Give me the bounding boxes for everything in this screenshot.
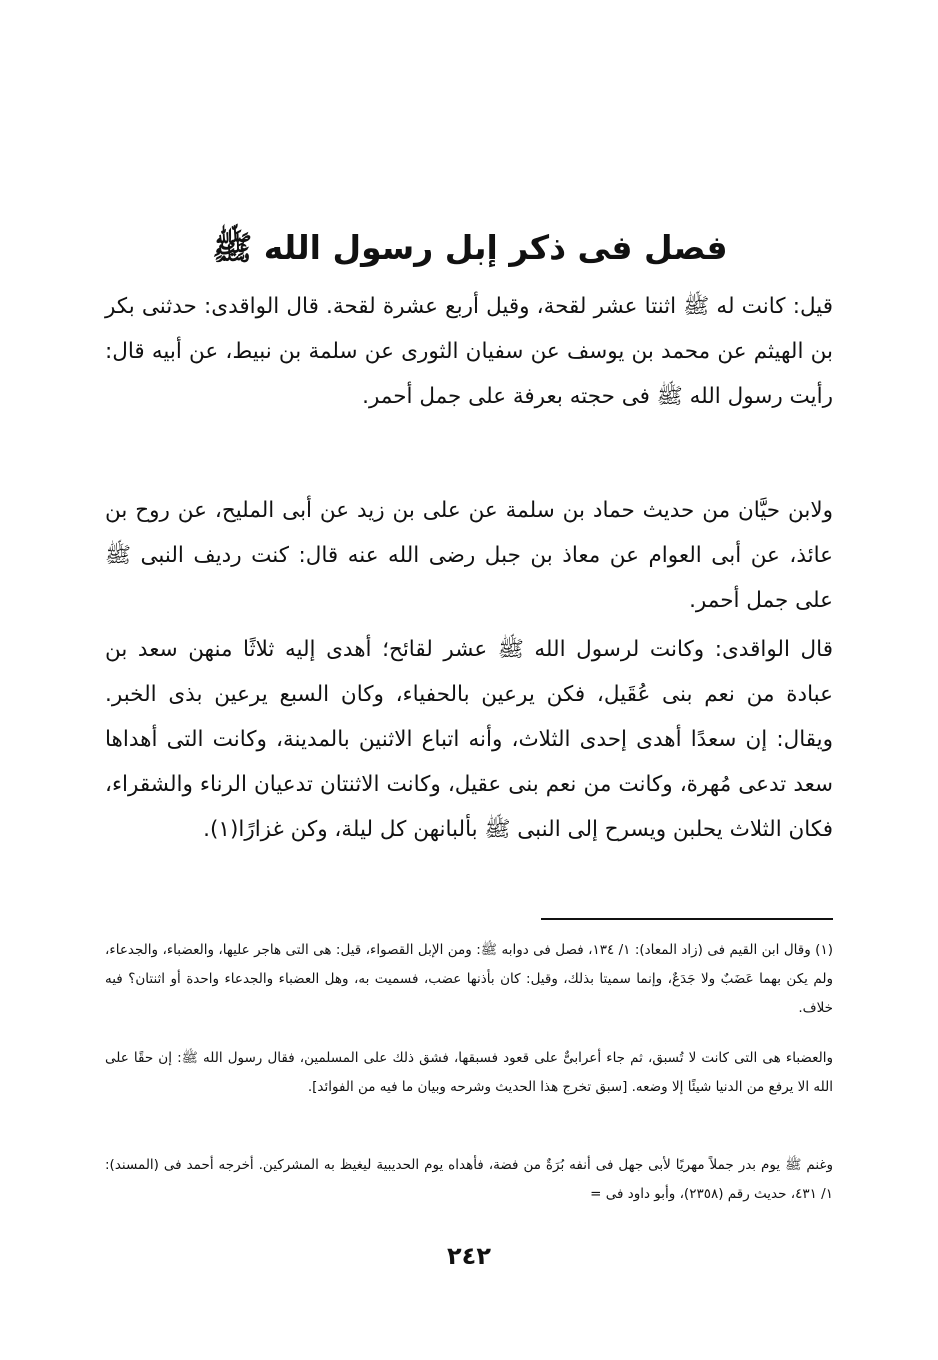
footnote: والعضباء هى التى كانت لا تُسبق، ثم جاء أعرابىٌّ على قعود فسبقها، فشق ذلك على المسلمين، فقال رسول الله ﷺ: إن حقًا على الله الا يرفع من الدنيا شيئًا إلا وضعه. [سبق تخرج هذا الحديث وشرحه وبيان ما فيه من الفوائد].	[105, 1050, 833, 1095]
footnote: (١) وقال ابن القيم فى (زاد المعاد): ١/ ١٣٤، فصل فى دوابه ﷺ: ومن الإبل القصواء، قيل: هى التى هاجر عليها، والعضباء، والجدعاء، ولم يكن بهما عَضَبٌ ولا جَدَعٌ، وإنما سميتا بذلك، وقيل: كان بأذنها عضب، فسميت به، وهل العضباء والجدعاء واحدة أو اثنتان؟ فيه خلاف.	[105, 942, 833, 1016]
body-paragraph: قال الواقدى: وكانت لرسول الله ﷺ عشر لقائح؛ أهدى إليه ثلاثًا منهن سعد بن عبادة من نعم بنى عُقَيل، فكن يرعين بالحفياء، وكان السبع يرعين بذى الخبر. ويقال: إن سعدًا أهدى إحدى الثلاث، وأنه اتباع الاثنين بالمدينة، وكانت التى أهداها سعد تدعى مُهرة، وكانت من نعم بنى عقيل، وكانت الاثنتان تدعيان الرناء والشقراء، فكان الثلاث يحلبن ويسرح إلى النبى ﷺ بألبانهن كل ليلة، وكن غزارًا(١).	[105, 637, 833, 842]
body-paragraph: ولابن حيَّان من حديث حماد بن سلمة عن على بن زيد عن أبى المليح، عن روح بن عائذ، عن أبى العوام عن معاذ بن جبل رضى الله عنه قال: كنت رديف النبى ﷺ على جمل أحمر.	[105, 498, 833, 613]
page-number: ٢٤٢	[447, 1242, 491, 1270]
chapter-title: فصل فى ذكر إبل رسول الله ﷺ	[212, 228, 728, 268]
footnote: وغنم ﷺ يوم بدر جملاً مهريًا لأبى جهل فى أنفه بُرَةٌ من فضة، فأهداه يوم الحديبية ليغيظ به المشركين. أخرجه أحمد فى (المسند): ١/ ٤٣١، حديث رقم (٢٣٥٨)، وأبو داود فى =	[105, 1157, 833, 1202]
body-paragraph: قيل: كانت له ﷺ اثنتا عشر لقحة، وقيل أربع عشرة لقحة. قال الواقدى: حدثنى بكر بن الهيثم عن محمد بن يوسف عن سفيان الثورى عن سلمة بن نبيط، عن أبيه قال: رأيت رسول الله ﷺ فى حجته بعرفة على جمل أحمر.	[105, 294, 833, 409]
footnote-divider	[541, 918, 833, 920]
